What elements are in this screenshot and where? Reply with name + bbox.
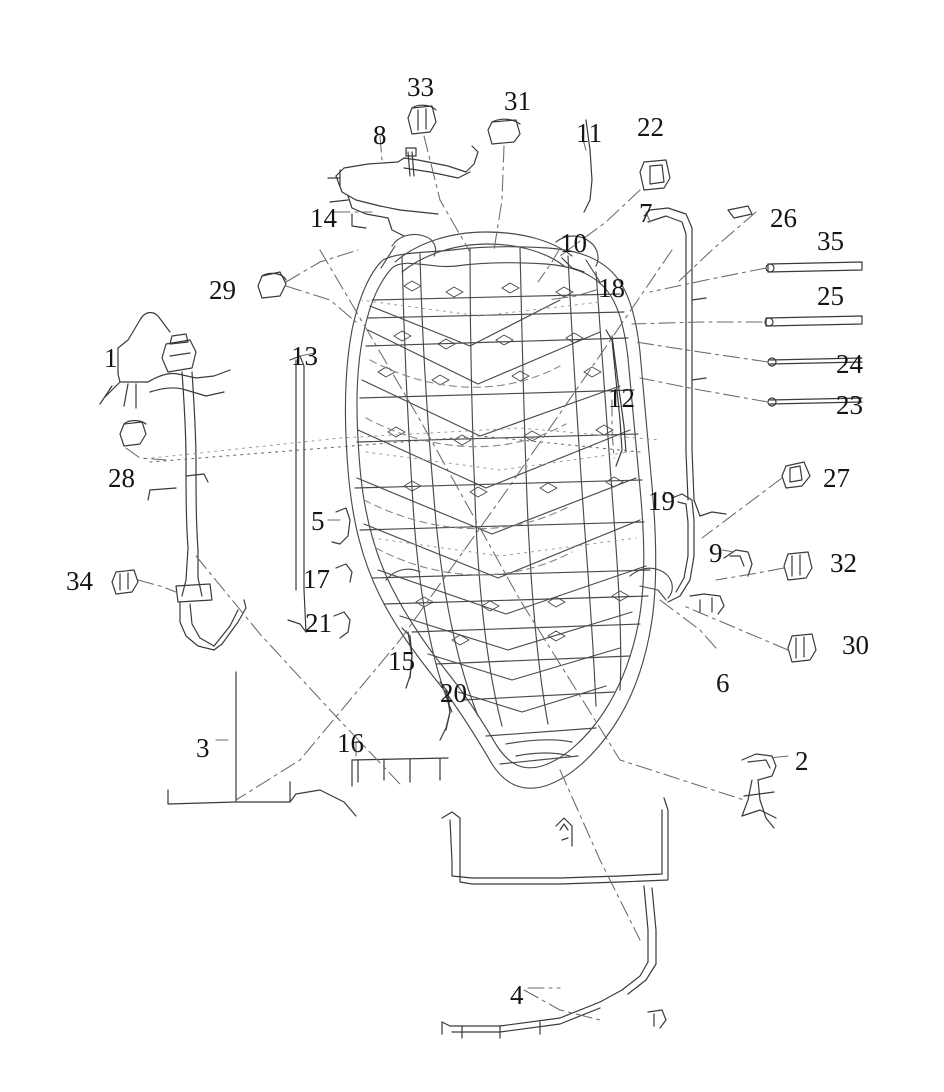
callout-24: 24 <box>836 349 863 379</box>
part-right-rods <box>765 262 862 406</box>
callout-3: 3 <box>196 733 210 763</box>
callout-22: 22 <box>637 112 664 142</box>
callout-32: 32 <box>830 548 857 578</box>
callout-14: 14 <box>310 203 337 233</box>
callout-1: 1 <box>104 343 118 373</box>
callout-6: 6 <box>716 668 730 698</box>
callout-31: 31 <box>504 86 531 116</box>
callout-28: 28 <box>108 463 135 493</box>
callout-18: 18 <box>598 273 625 303</box>
callout-10: 10 <box>560 228 587 258</box>
callout-15: 15 <box>388 646 415 676</box>
chassis-cage <box>345 228 672 788</box>
callout-25: 25 <box>817 281 844 311</box>
callout-2: 2 <box>795 746 809 776</box>
callout-13: 13 <box>291 341 318 371</box>
leader-lines <box>126 136 788 1020</box>
callout-20: 20 <box>440 678 467 708</box>
callout-8: 8 <box>373 120 387 150</box>
part-top-left-bracket <box>328 146 478 236</box>
callout-34: 34 <box>66 566 93 596</box>
callout-21: 21 <box>305 608 332 638</box>
callout-5: 5 <box>311 506 325 536</box>
callout-29: 29 <box>209 275 236 305</box>
callout-9: 9 <box>709 538 723 568</box>
callout-33: 33 <box>407 72 434 102</box>
callout-12: 12 <box>608 383 635 413</box>
callout-11: 11 <box>576 118 602 148</box>
callout-23: 23 <box>836 390 863 420</box>
callout-26: 26 <box>770 203 797 233</box>
callout-35: 35 <box>817 226 844 256</box>
part-7-harness <box>644 208 726 516</box>
part-bottom-harness <box>442 754 776 1038</box>
callout-19: 19 <box>648 486 675 516</box>
callout-30: 30 <box>842 630 869 660</box>
callout-16: 16 <box>337 728 364 758</box>
callout-4: 4 <box>510 980 524 1010</box>
callout-7: 7 <box>639 198 653 228</box>
callout-27: 27 <box>823 463 850 493</box>
part-clips <box>112 105 816 662</box>
callout-17: 17 <box>303 564 330 594</box>
